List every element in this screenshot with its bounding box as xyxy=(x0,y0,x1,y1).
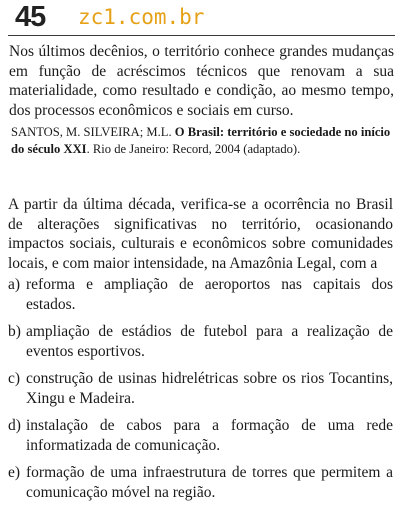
option-text: instalação de cabos para a formação de uma rede informatizada de comunicação. xyxy=(26,417,393,454)
option-letter: a) xyxy=(8,276,21,293)
option-d[interactable] xyxy=(8,416,393,455)
question-number: 45 xyxy=(15,1,46,33)
citation xyxy=(8,124,395,158)
citation-title: O Brasil: território e sociedade no início do século XXI xyxy=(11,125,391,156)
option-text: ampliação de estádios de futebol para a realização de eventos esportivos. xyxy=(26,323,393,360)
answer-options xyxy=(8,275,393,502)
option-b[interactable] xyxy=(8,322,393,361)
option-letter: d) xyxy=(8,417,21,434)
reference-passage: Nos últimos decênios, o território conhece grandes mudanças em função de acréscimos técnicos que renovam a sua materialidade, como resultado e condição, ao mesmo tempo, dos processos econômicos e sociais em curso. xyxy=(9,43,394,119)
option-letter: c) xyxy=(8,370,21,387)
citation-rest: . Rio de Janeiro: Record, 2004 (adaptado). xyxy=(86,142,301,156)
option-text: reforma e ampliação de aeroportos nas capitais dos estados. xyxy=(26,276,393,313)
option-letter: e) xyxy=(8,464,21,481)
site-watermark: zc1.com.br xyxy=(78,5,205,29)
header-divider xyxy=(8,35,395,36)
option-text: formação de uma infraestrutura de torres que permitem a comunicação móvel na região. xyxy=(26,464,393,501)
option-a[interactable] xyxy=(8,275,393,314)
option-e[interactable] xyxy=(8,463,393,502)
option-text: construção de usinas hidrelétricas sobre os rios Tocantins, Xingu e Madeira. xyxy=(26,370,393,407)
question-stem: A partir da última década, verifica-se a ocorrência no Brasil de alterações significativas no território, ocasionando impactos sociais, culturais e econômicos sobre comunidades locais, e com maior intensidade, na Amazônia Legal, com a xyxy=(8,196,393,272)
option-letter: b) xyxy=(8,323,21,340)
question-header xyxy=(8,0,395,37)
citation-authors: SANTOS, M. SILVEIRA; M.L. xyxy=(11,125,175,139)
option-c[interactable] xyxy=(8,369,393,408)
